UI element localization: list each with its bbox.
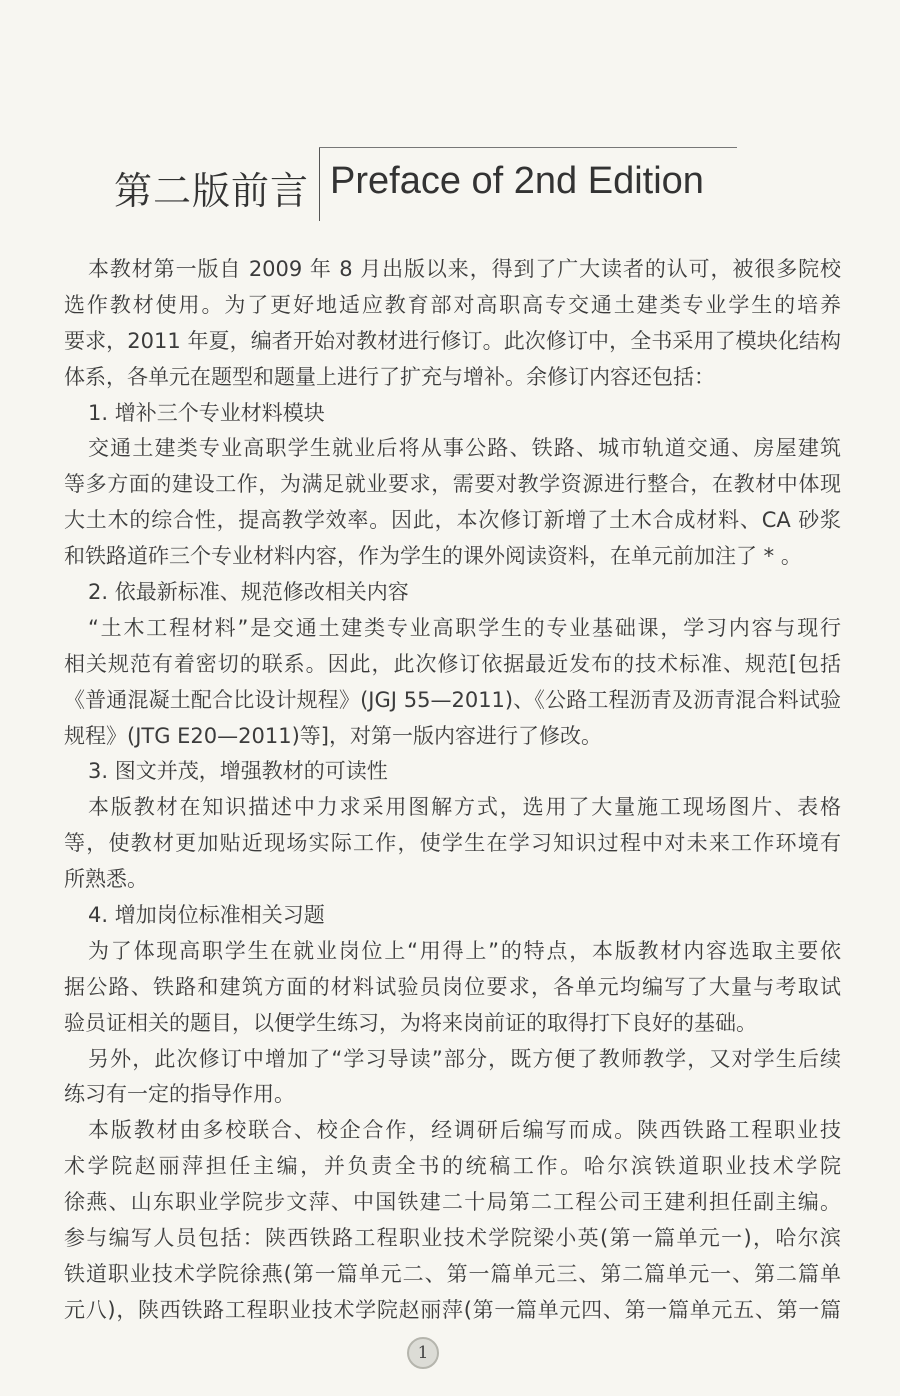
text-line: 验员证相关的题目，以便学生练习，为将来岗前证的取得打下良好的基础。 [64, 1010, 757, 1035]
text-line: 2. 依最新标准、规范修改相关内容 [88, 580, 409, 605]
text-line: 元八)，陕西铁路工程职业技术学院赵丽萍(第一篇单元四、第一篇单元五、第一篇 [64, 1297, 841, 1322]
text-line: “土木工程材料”是交通土建类专业高职学生的专业基础课，学习内容与现行 [88, 615, 841, 640]
text-line: 和铁路道砟三个专业材料内容，作为学生的课外阅读资料，在单元前加注了 * 。 [64, 544, 802, 569]
text-line: 要求，2011 年夏，编者开始对教材进行修订。此次修订中，全书采用了模块化结构 [64, 328, 841, 353]
page-title-chinese: 第二版前言 [114, 169, 310, 213]
text-line: 徐燕、山东职业学院步文萍、中国铁建二十局第二工程公司王建利担任副主编。 [64, 1190, 841, 1215]
text-line: 为了体现高职学生在就业岗位上“用得上”的特点，本版教材内容选取主要依 [88, 938, 841, 963]
text-line: 参与编写人员包括：陕西铁路工程职业技术学院梁小英(第一篇单元一)，哈尔滨 [64, 1226, 841, 1251]
page-title-english: Preface of 2nd Edition [330, 160, 704, 202]
text-line: 选作教材使用。为了更好地适应教育部对高职高专交通土建类专业学生的培养 [64, 292, 841, 317]
text-line: 铁道职业技术学院徐燕(第一篇单元二、第一篇单元三、第二篇单元一、第二篇单 [64, 1261, 841, 1286]
text-line: 所熟悉。 [64, 867, 148, 892]
text-line: 交通土建类专业高职学生就业后将从事公路、铁路、城市轨道交通、房屋建筑 [88, 436, 841, 461]
text-line: 1. 增补三个专业材料模块 [88, 400, 325, 425]
text-line: 《普通混凝土配合比设计规程》(JGJ 55—2011)、《公路工程沥青及沥青混合料试验 [64, 687, 841, 712]
text-line: 大土木的综合性，提高教学效率。因此，本次修订新增了土木合成材料、CA 砂浆 [64, 508, 841, 533]
text-line: 规程》(JTG E20—2011)等]，对第一版内容进行了修改。 [64, 723, 602, 748]
text-line: 另外，此次修订中增加了“学习导读”部分，既方便了教师教学，又对学生后续 [88, 1046, 841, 1071]
page-number: 1 [407, 1337, 439, 1369]
text-line: 本版教材由多校联合、校企合作，经调研后编写而成。陕西铁路工程职业技 [88, 1118, 841, 1143]
text-line: 据公路、铁路和建筑方面的材料试验员岗位要求，各单元均编写了大量与考取试 [64, 974, 841, 999]
text-line: 等，使教材更加贴近现场实际工作，使学生在学习知识过程中对未来工作环境有 [64, 831, 841, 856]
title-divider-horizontal [319, 147, 737, 148]
text-line: 等多方面的建设工作，为满足就业要求，需要对教学资源进行整合，在教材中体现 [64, 472, 841, 497]
text-line: 练习有一定的指导作用。 [64, 1082, 295, 1107]
body-text [64, 252, 841, 1329]
text-line: 4. 增加岗位标准相关习题 [88, 903, 325, 928]
text-line: 术学院赵丽萍担任主编，并负责全书的统稿工作。哈尔滨铁道职业技术学院 [64, 1154, 841, 1179]
text-line: 本教材第一版自 2009 年 8 月出版以来，得到了广大读者的认可，被很多院校 [88, 257, 841, 281]
text-line: 体系，各单元在题型和题量上进行了扩充与增补。余修订内容还包括： [64, 364, 715, 389]
title-divider-vertical [319, 147, 320, 221]
text-line: 3. 图文并茂，增强教材的可读性 [88, 759, 388, 784]
text-line: 本版教材在知识描述中力求采用图解方式，选用了大量施工现场图片、表格 [88, 795, 841, 820]
text-line: 相关规范有着密切的联系。因此，此次修订依据最近发布的技术标准、规范[包括 [64, 651, 841, 676]
